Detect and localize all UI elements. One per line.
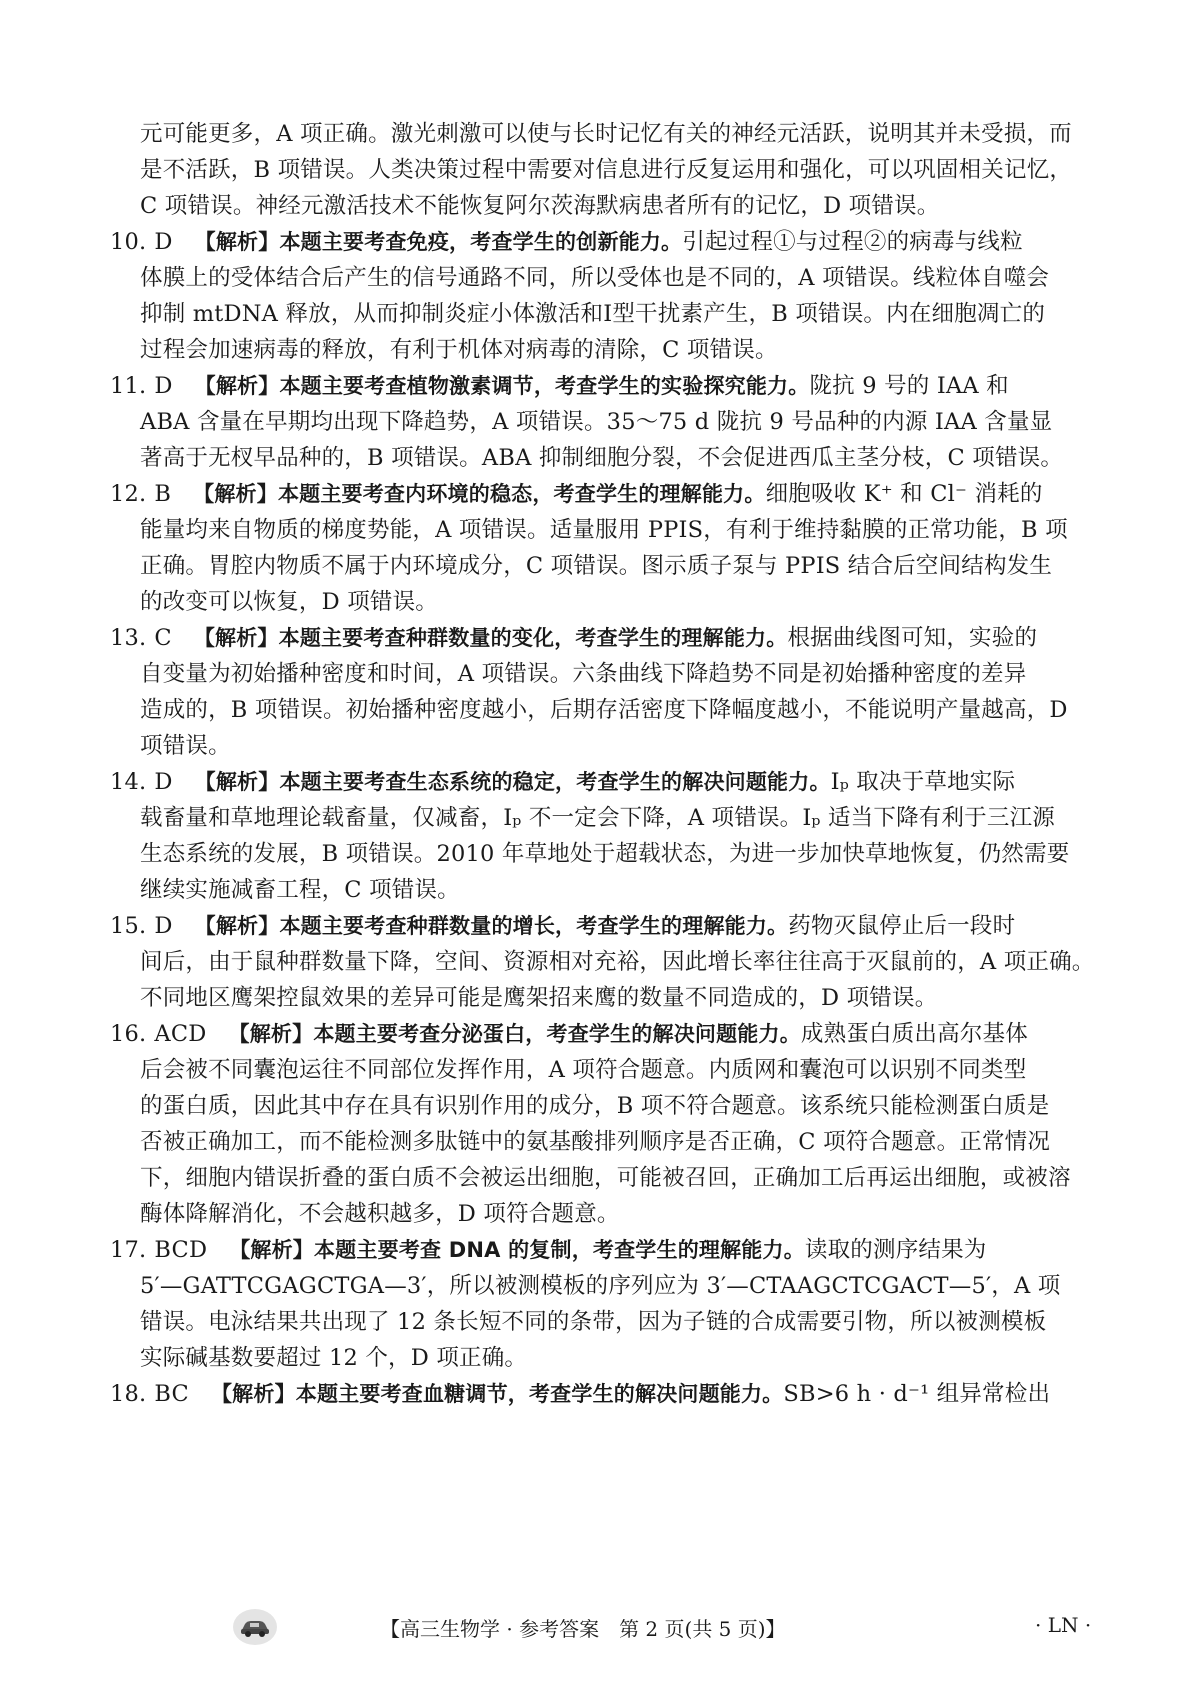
item-line: 5′—GATTCGAGCTGA—3′，所以被测模板的序列应为 3′—CTAAGCTCGACT—5′，A 项 [140, 1273, 1061, 1299]
item-lead: 本题主要考查分泌蛋白，考查学生的解决问题能力。 [313, 1022, 801, 1046]
item-lead: 本题主要考查免疫，考查学生的创新能力。 [279, 230, 683, 254]
item-lead: 本题主要考查血糖调节，考查学生的解决问题能力。 [295, 1382, 784, 1406]
item-line: 错误。电泳结果共出现了 12 条长短不同的条带，因为子链的合成需要引物，所以被测模板 [140, 1309, 1047, 1335]
item-line: 不同地区鹰架控鼠效果的差异可能是鹰架招来鹰的数量不同造成的，D 项错误。 [140, 985, 938, 1011]
item-number: 15. [110, 913, 147, 939]
item-line: 正确。胃腔内物质不属于内环境成分，C 项错误。图示质子泵与 PPIS 结合后空间结构发生 [140, 553, 1053, 579]
item-number: 10. [110, 229, 147, 255]
item-answer: ACD [154, 1021, 207, 1047]
item-line: 造成的，B 项错误。初始播种密度越小，后期存活密度下降幅度越小，不能说明产量越高，D [140, 697, 1068, 723]
item-line: 后会被不同囊泡运往不同部位发挥作用，A 项符合题意。内质网和囊泡可以识别不同类型 [140, 1057, 1027, 1083]
item-number: 18. [110, 1381, 147, 1407]
car-icon [233, 1609, 277, 1645]
page-footer [0, 1607, 1200, 1647]
item-line: 过程会加速病毒的释放，有利于机体对病毒的清除，C 项错误。 [140, 337, 778, 363]
item-line: 实际碱基数要超过 12 个，D 项正确。 [140, 1345, 528, 1371]
item-line: 著高于无杈早品种的，B 项错误。ABA 抑制细胞分裂，不会促进西瓜主茎分枝，C 项错误。 [140, 445, 1064, 471]
answer-item-17 [110, 1232, 1100, 1376]
footer-region-code: · LN · [1035, 1613, 1092, 1637]
footer-page-info: 【高三生物学 · 参考答案 第 2 页(共 5 页)】 [380, 1617, 786, 1641]
item-number: 14. [110, 769, 147, 795]
item-line: 酶体降解消化，不会越积越多，D 项符合题意。 [140, 1201, 620, 1227]
item-line: 否被正确加工，而不能检测多肽链中的氨基酸排列顺序是否正确，C 项符合题意。正常情况 [140, 1129, 1051, 1155]
analysis-tag: 【解析】 [194, 914, 280, 938]
item-text: 陇抗 9 号的 IAA 和 [809, 373, 1009, 399]
analysis-tag: 【解析】 [194, 374, 280, 398]
item-line: 能量均来自物质的梯度势能，A 项错误。适量服用 PPIS，有利于维持黏膜的正常功能，B 项 [140, 517, 1068, 543]
answer-item-13 [110, 620, 1100, 764]
item-line: 项错误。 [140, 733, 231, 759]
answer-item-10 [110, 224, 1100, 368]
item-line: ABA 含量在早期均出现下降趋势，A 项错误。35～75 d 陇抗 9 号品种的内源 IAA 含量显 [140, 409, 1053, 435]
item-answer: C [154, 625, 172, 651]
item-text: 引起过程①与过程②的病毒与线粒 [682, 229, 1023, 255]
item-line: 下，细胞内错误折叠的蛋白质不会被运出细胞，可能被召回，正确加工后再运出细胞，或被溶 [140, 1165, 1071, 1191]
intro-line: C 项错误。神经元激活技术不能恢复阿尔茨海默病患者所有的记忆，D 项错误。 [140, 193, 940, 219]
item-line: 自变量为初始播种密度和时间，A 项错误。六条曲线下降趋势不同是初始播种密度的差异 [140, 661, 1027, 687]
item-answer: B [154, 481, 172, 507]
item-line: 的改变可以恢复，D 项错误。 [140, 589, 438, 615]
answer-item-14 [110, 764, 1100, 908]
item-number: 17. [110, 1237, 147, 1263]
item-line: 间后，由于鼠种群数量下降，空间、资源相对充裕，因此增长率往往高于灭鼠前的，A 项正确。 [140, 949, 1095, 975]
item-lead: 本题主要考查种群数量的变化，考查学生的理解能力。 [278, 626, 788, 650]
item-text: 成熟蛋白质出高尔基体 [800, 1021, 1028, 1047]
intro-line: 元可能更多，A 项正确。激光刺激可以使与长时记忆有关的神经元活跃，说明其并未受损，而 [140, 121, 1072, 147]
item-text: 细胞吸收 K⁺ 和 Cl⁻ 消耗的 [765, 481, 1043, 507]
answer-item-15 [110, 908, 1100, 1016]
item-line: 继续实施减畜工程，C 项错误。 [140, 877, 460, 903]
intro-paragraph [140, 116, 1100, 224]
analysis-tag: 【解析】 [193, 482, 278, 506]
answer-item-11 [110, 368, 1100, 476]
item-line: 抑制 mtDNA 释放，从而抑制炎症小体激活和Ⅰ型干扰素产生，B 项错误。内在细胞凋亡的 [140, 301, 1046, 327]
analysis-tag: 【解析】 [210, 1382, 296, 1406]
item-line: 载畜量和草地理论载畜量，仅减畜，Iₚ 不一定会下降，A 项错误。Iₚ 适当下降有利于三江源 [140, 805, 1055, 831]
item-line: 的蛋白质，因此其中存在具有识别作用的成分，B 项不符合题意。该系统只能检测蛋白质是 [140, 1093, 1050, 1119]
analysis-tag: 【解析】 [194, 230, 280, 254]
item-text: 读取的测序结果为 [804, 1237, 987, 1263]
item-answer: D [154, 913, 173, 939]
item-number: 13. [110, 625, 147, 651]
item-number: 11. [110, 373, 147, 399]
item-answer: D [154, 769, 173, 795]
item-line: 体膜上的受体结合后产生的信号通路不同，所以受体也是不同的，A 项错误。线粒体自噬会 [140, 265, 1050, 291]
item-lead: 本题主要考查 DNA 的复制，考查学生的理解能力。 [314, 1238, 805, 1262]
item-answer: D [154, 373, 173, 399]
item-lead: 本题主要考查生态系统的稳定，考查学生的解决问题能力。 [279, 770, 831, 794]
analysis-tag: 【解析】 [194, 770, 280, 794]
item-text: SB>6 h · d⁻¹ 组异常检出 [783, 1381, 1051, 1407]
item-number: 12. [110, 481, 147, 507]
item-lead: 本题主要考查种群数量的增长，考查学生的理解能力。 [279, 914, 789, 938]
item-text: 药物灭鼠停止后一段时 [788, 913, 1016, 939]
analysis-tag: 【解析】 [228, 1022, 314, 1046]
analysis-tag: 【解析】 [229, 1238, 315, 1262]
answer-item-18 [110, 1376, 1100, 1412]
intro-line: 是不活跃，B 项错误。人类决策过程中需要对信息进行反复运用和强化，可以巩固相关记忆， [140, 157, 1073, 183]
item-answer: BCD [154, 1237, 208, 1263]
item-text: Iₚ 取决于草地实际 [830, 769, 1016, 795]
item-lead: 本题主要考查内环境的稳态，考查学生的理解能力。 [277, 482, 766, 506]
item-number: 16. [110, 1021, 147, 1047]
item-line: 生态系统的发展，B 项错误。2010 年草地处于超载状态，为进一步加快草地恢复，仍然需要 [140, 841, 1070, 867]
analysis-tag: 【解析】 [193, 626, 279, 650]
answer-item-16 [110, 1016, 1100, 1232]
item-answer: BC [154, 1381, 189, 1407]
answer-item-12 [110, 476, 1100, 620]
item-answer: D [154, 229, 173, 255]
item-text: 根据曲线图可知，实验的 [787, 625, 1038, 651]
item-lead: 本题主要考查植物激素调节，考查学生的实验探究能力。 [279, 374, 810, 398]
